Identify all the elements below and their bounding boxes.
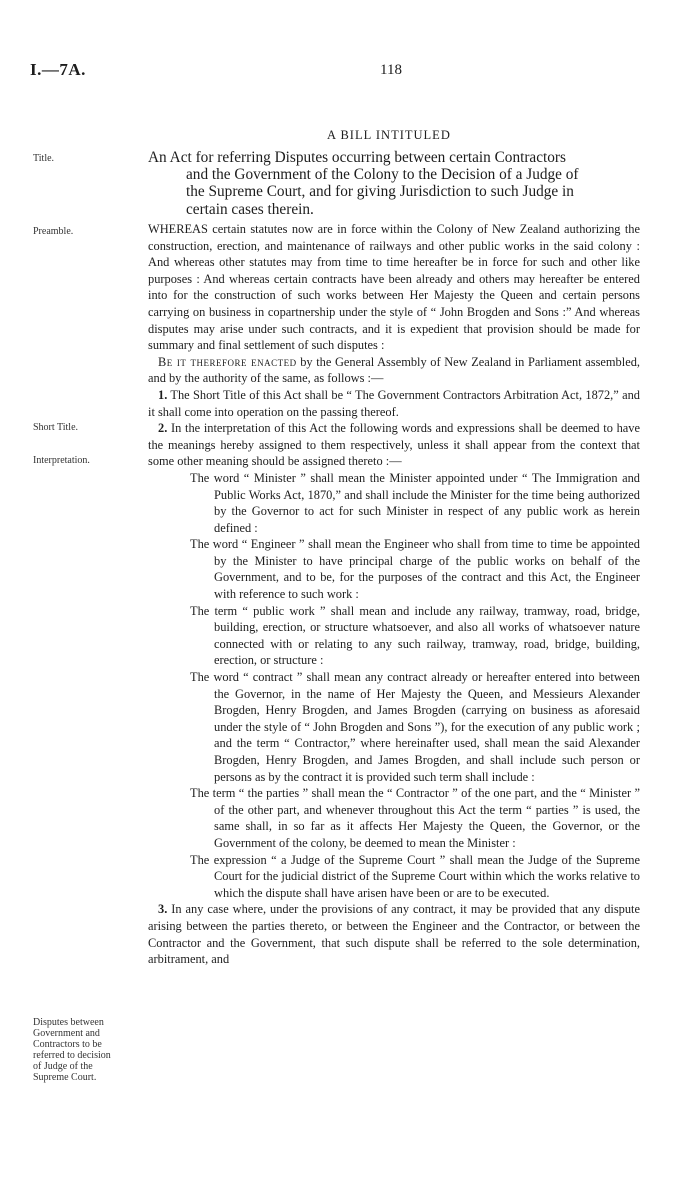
margin-line: Government and (33, 1028, 100, 1039)
margin-line: referred to decision (33, 1050, 111, 1061)
title-line: certain cases therein. (186, 200, 314, 218)
definition-contract: The word “ contract ” shall mean any contract already or hereafter entered into between the Governor, in the name of Her Majesty the Queen, and Messieurs Alexander Brogden, Henry Brogden, and James Brogden (carrying on business as aforesaid under the style of “ John Brogden and Sons ”), for the execution of any public work ; and the term “ Contractor,” where hereinafter used, shall mean the said Alexander Brogden, Henry Brogden, and James Brogden, and shall include such person or persons as by the contract it is provided such term shall include : (190, 670, 640, 784)
section-number: 1. (158, 387, 168, 402)
section-number: 3. (158, 902, 168, 917)
section-text: In the interpretation of this Act the following words and expressions shall be deemed to have the meanings hereby assigned to them respectively, unless it shall appear from the context that some other meaning should be assigned thereto :— (148, 421, 640, 469)
section-text: The Short Title of this Act shall be “ The Government Contractors Arbitration Act, 1872,” and it shall come into operation on the passing thereof. (148, 387, 640, 419)
section-3 (148, 901, 640, 967)
title-line: the Supreme Court, and for giving Jurisdiction to such Judge in (186, 183, 574, 201)
definition-minister: The word “ Minister ” shall mean the Minister appointed under “ The Immigration and Public Works Act, 1870,” and shall include the Minister for the time being authorized by the Governor to act for such Minister in respect of any public work as herein defined : (190, 470, 640, 535)
definition-judge: The expression “ a Judge of the Supreme Court ” shall mean the Judge of the Supreme Court for the judicial district of the Supreme Court within which the works relative to which the dispute shall have arisen have been or are to be executed. (190, 852, 640, 900)
title-line: An Act for referring Disputes occurring between certain Contractors (148, 149, 566, 166)
margin-note-disputes (33, 1017, 111, 1083)
enacting-text: by the General Assembly of New Zealand in Parliament assembled, and by the authority of the same, as follows :— (148, 354, 640, 386)
margin-line: Contractors to be (33, 1039, 102, 1050)
definition-public-work: The term “ public work ” shall mean and include any railway, tramway, road, bridge, building, erection, or structure whatsoever, and also all works of whatsoever nature connected with or relating to any such railway, tramway, road, bridge, building, erection, or structure : (190, 603, 640, 668)
section-2 (148, 420, 640, 470)
bill-title (148, 149, 646, 218)
margin-note-title: Title. (33, 153, 55, 164)
page-number: 118 (380, 62, 402, 78)
definition-parties: The term “ the parties ” shall mean the “ Contractor ” of the one part, and the “ Minister ” of the other part, and whenever throughout this Act the term “ parties ” is used, the same shall, in so far as it affects Her Majesty the Queen, the Governor, or the Government of the colony, be deemed to mean the Minister : (190, 786, 640, 850)
margin-line: of Judge of the (33, 1061, 93, 1072)
title-line: and the Government of the Colony to the Decision of a Judge of (186, 166, 579, 184)
margin-note-interpretation: Interpretation. (33, 455, 90, 466)
preamble-paragraph: WHEREAS certain statutes now are in force within the Colony of New Zealand authorizing the construction, erection, and maintenance of railways and other public works in the said colony : And whereas other statutes may from time to time hereafter be in force for such and other like purposes : And whereas certain contracts have been already and others may hereafter be entered into for the construction of such works between Her Majesty the Queen and certain persons carrying on business in copartnership under the style of “ John Brogden and Sons :” And whereas disputes may arise under such contracts, and it is expedient that provision should be made for summary and final settlement of such disputes : (148, 222, 640, 353)
margin-note-preamble: Preamble. (33, 226, 74, 237)
margin-note-short-title: Short Title. (33, 422, 79, 433)
margin-line: Supreme Court. (33, 1072, 97, 1083)
bill-body (148, 221, 640, 968)
section-number: 2. (158, 421, 168, 436)
section-1 (148, 387, 640, 420)
enacting-clause (148, 354, 640, 387)
enacting-lead: Be it therefore enacted (158, 354, 297, 369)
paper-reference: I.—7A. (30, 60, 86, 79)
bill-heading: A BILL INTITULED (327, 128, 451, 142)
section-text: In any case where, under the provisions of any contract, it may be provided that any dispute arising between the parties thereto, or between the Engineer and the Contractor, or between the Contractor and the Government, that such dispute shall be referred to the sole determination, arbitrament, and (148, 902, 640, 967)
definition-engineer: The word “ Engineer ” shall mean the Engineer who shall from time to time be appointed by the Minister to have principal charge of the public works on behalf of the Government, and to be, for the purposes of the contract and this Act, the Engineer with reference to such work : (190, 537, 640, 602)
margin-line: Disputes between (33, 1017, 104, 1028)
